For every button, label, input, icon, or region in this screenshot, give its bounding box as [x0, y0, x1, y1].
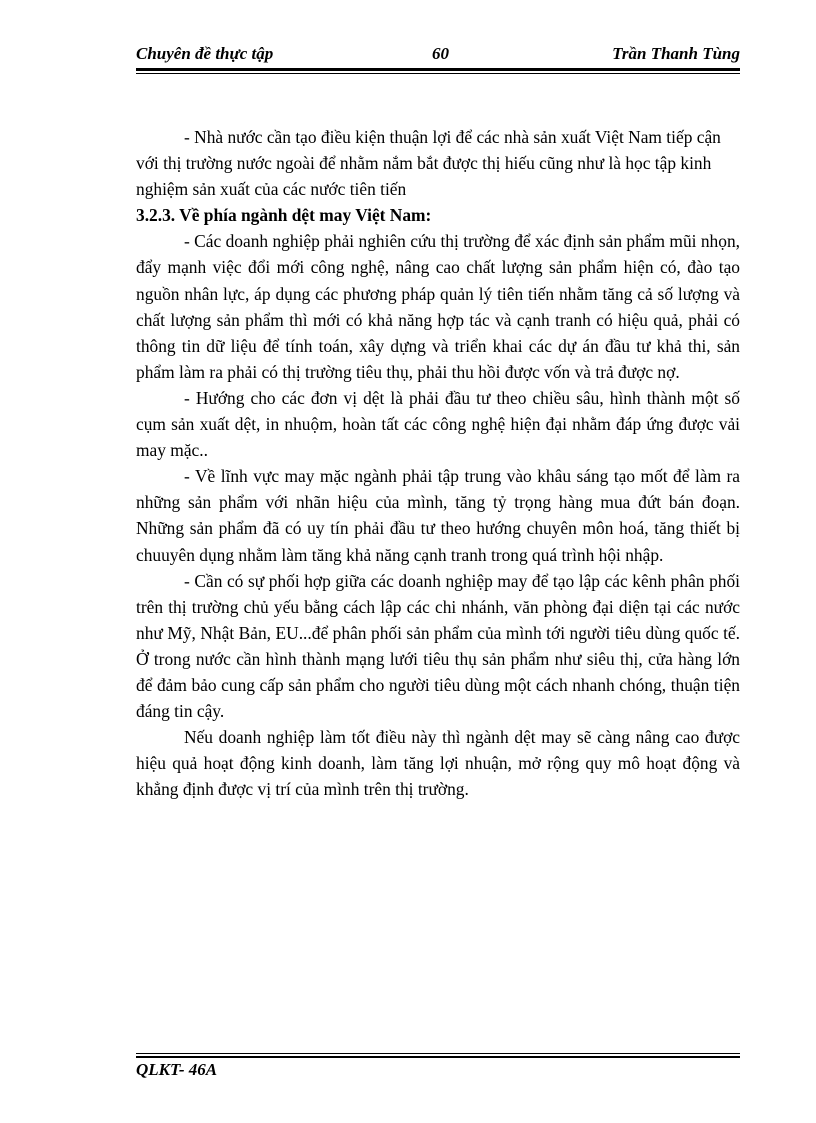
header-rule-thin: [136, 73, 740, 74]
header-document-type: Chuyên đề thực tập: [136, 44, 274, 63]
page-footer: QLKT- 46A: [136, 1060, 218, 1079]
paragraph-enterprise-research: - Các doanh nghiệp phải nghiên cứu thị trường để xác định sản phẩm mũi nhọn, đẩy mạnh việc đổi mới công nghệ, nâng cao chất lượng sản phẩm hiện có, đào tạo nguồn nhân lực, áp dụng các phương pháp quản lý tiên tiến nhằm tăng cả số lượng và chất lượng sản phẩm thì mới có khả năng hợp tác và cạnh tranh có hiệu quả, phải có thông tin dữ liệu để tính toán, xây dựng và triển khai các dự án đầu tư khả thi, sản phẩm làm ra phải có thị trường tiêu thụ, phải thu hồi được vốn và trả được nợ.: [136, 231, 740, 382]
header-author: Trần Thanh Tùng: [612, 44, 740, 63]
page-number: 60: [432, 44, 449, 63]
paragraph-conclusion: Nếu doanh nghiệp làm tốt điều này thì ngành dệt may sẽ càng nâng cao được hiệu quả hoạt động kinh doanh, làm tăng lợi nhuận, mở rộng quy mô hoạt động và khẳng định được vị trí của mình trên thị trường.: [136, 727, 740, 800]
footer-rule-thick: [136, 1056, 740, 1058]
paragraph-distribution-channels: - Cần có sự phối hợp giữa các doanh nghiệp may để tạo lập các kênh phân phối trên thị trường chủ yếu bằng cách lập các chi nhánh, văn phòng đại diện tại các nước như Mỹ, Nhật Bản, EU...để phân phối sản phẩm của mình tới người tiêu dùng quốc tế. Ở trong nước cần hình thành mạng lưới tiêu thụ sản phẩm như siêu thị, cửa hàng lớn để đảm bảo cung cấp sản phẩm cho người tiêu dùng một cách nhanh chóng, thuận tiện đáng tin cậy.: [136, 570, 740, 722]
section-heading: 3.2.3. Về phía ngành dệt may Việt Nam:: [136, 205, 432, 226]
page-body: [136, 124, 740, 802]
paragraph-textile-investment: - Hướng cho các đơn vị dệt là phải đầu tư theo chiều sâu, hình thành một số cụm sản xuất dệt, in nhuộm, hoàn tất các công nghệ hiện đại nhằm đáp ứng được vải may mặc..: [136, 387, 740, 461]
header-rule-thick: [136, 68, 740, 71]
footer-rule-thin: [136, 1053, 740, 1054]
paragraph-garment-creativity: - Về lĩnh vực may mặc ngành phải tập trung vào khâu sáng tạo mốt để làm ra những sản phẩm với nhãn hiệu của mình, tăng tỷ trọng hàng mua đứt bán đoạn. Những sản phẩm đã có uy tín phải đầu tư theo hướng chuyên môn hoá, tăng thiết bị chuuyên dụng nhằm làm tăng khả năng cạnh tranh trong quá trình hội nhập.: [136, 466, 740, 565]
page-header: [136, 44, 740, 68]
paragraph-state-support: - Nhà nước cần tạo điều kiện thuận lợi để các nhà sản xuất Việt Nam tiếp cận với thị trường nước ngoài để nhằm nắm bắt được thị hiếu cũng như là học tập kinh nghiệm sản xuất của các nước tiên tiến: [136, 127, 721, 200]
